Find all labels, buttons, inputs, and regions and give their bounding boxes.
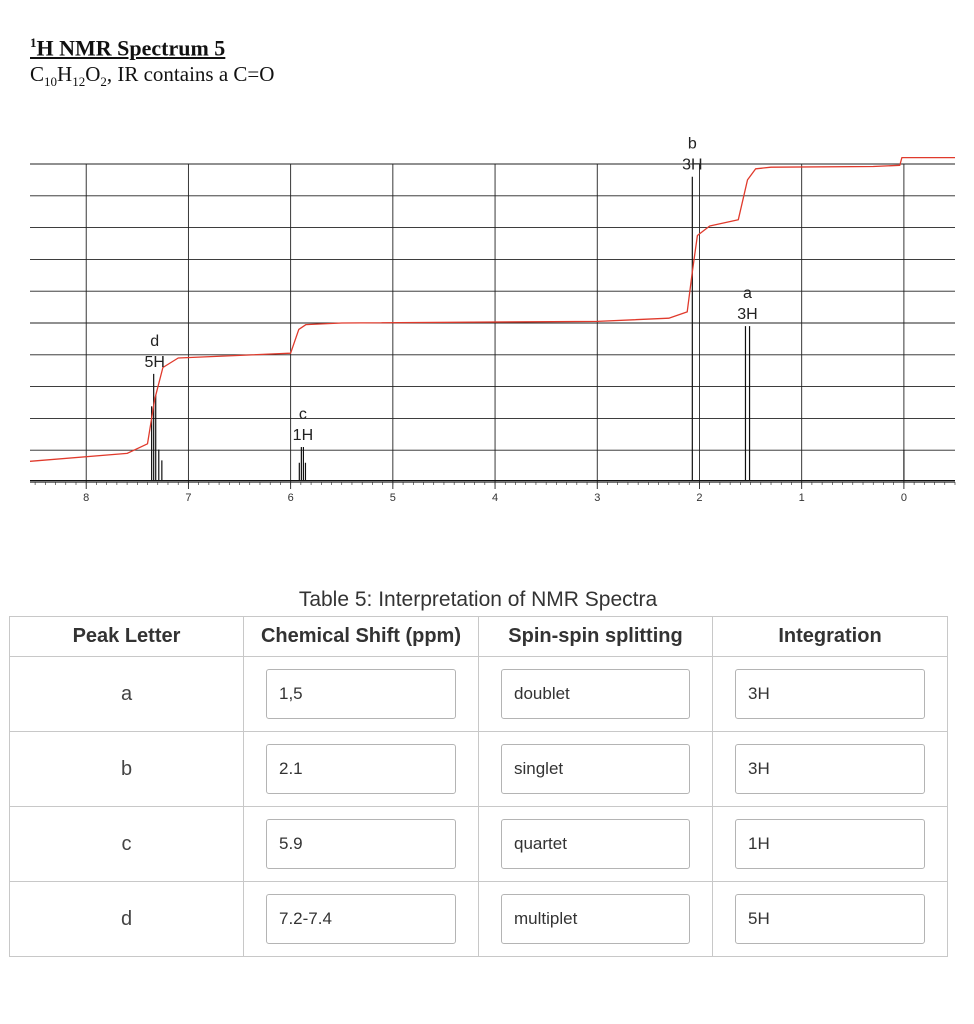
spectrum-header — [30, 30, 274, 96]
col-header-integration: Integration — [713, 617, 948, 657]
spectrum-trace — [30, 177, 955, 481]
x-tick-label: 8 — [83, 492, 90, 504]
chemical-shift-field[interactable]: 2.1 — [266, 744, 456, 794]
x-tick-label: 0 — [900, 492, 907, 504]
peak-c-letter: c — [298, 406, 307, 424]
peak-letter-cell: c — [10, 807, 244, 882]
integration-field[interactable]: 3H — [735, 669, 925, 719]
table-row — [10, 657, 948, 732]
peak-a-integration: 3H — [737, 306, 758, 324]
table-row — [10, 882, 948, 957]
chemical-shift-field[interactable]: 1,5 — [266, 669, 456, 719]
chemical-shift-field[interactable]: 5.9 — [266, 819, 456, 869]
peak-letter-cell: d — [10, 882, 244, 957]
table-row — [10, 807, 948, 882]
integral-trace — [30, 158, 955, 462]
col-header-chemical-shift: Chemical Shift (ppm) — [244, 617, 479, 657]
x-tick-label: 4 — [491, 492, 499, 504]
integral-curve — [30, 158, 955, 462]
integration-field[interactable]: 3H — [735, 744, 925, 794]
spectrum-title: $^1$H NMR Spectrum 5 — [30, 35, 226, 61]
molecular-formula: $C_{10}H_{12}O_2$, IR contains a C=O — [30, 62, 275, 90]
integration-field[interactable]: 5H — [735, 894, 925, 944]
col-header-peak-letter: Peak Letter — [10, 617, 244, 657]
horizontal-gridlines — [30, 164, 955, 482]
splitting-field[interactable]: singlet — [501, 744, 690, 794]
x-tick-label: 5 — [389, 492, 396, 504]
peak-letter-cell: b — [10, 732, 244, 807]
table-caption: Table 5: Interpretation of NMR Spectra — [298, 588, 658, 611]
table-row — [10, 732, 948, 807]
x-tick-label: 6 — [287, 492, 294, 504]
chemical-shift-field[interactable]: 7.2-7.4 — [266, 894, 456, 944]
splitting-field[interactable]: quartet — [501, 819, 690, 869]
col-header-splitting: Spin-spin splitting — [479, 617, 713, 657]
splitting-field[interactable]: multiplet — [501, 894, 690, 944]
integration-field[interactable]: 1H — [735, 819, 925, 869]
peak-d-letter: d — [150, 332, 160, 350]
peak-b-letter: b — [687, 135, 697, 153]
x-tick-label: 1 — [798, 492, 805, 504]
nmr-spectrum-chart — [0, 110, 974, 510]
x-tick-label: 3 — [594, 492, 601, 504]
splitting-field[interactable]: doublet — [501, 669, 690, 719]
peak-c-integration: 1H — [292, 427, 314, 445]
x-tick-label: 2 — [696, 492, 703, 504]
peak-labels — [144, 136, 757, 444]
x-axis — [30, 482, 955, 504]
interpretation-table — [9, 616, 948, 957]
peak-letter-cell: a — [10, 657, 244, 732]
peak-b-integration: 3H — [682, 156, 703, 174]
x-tick-label: 7 — [185, 492, 192, 504]
peak-a-letter: a — [743, 285, 752, 303]
peak-d-integration: 5H — [144, 353, 165, 371]
table-header-row — [10, 617, 948, 657]
vertical-gridlines — [86, 164, 904, 489]
